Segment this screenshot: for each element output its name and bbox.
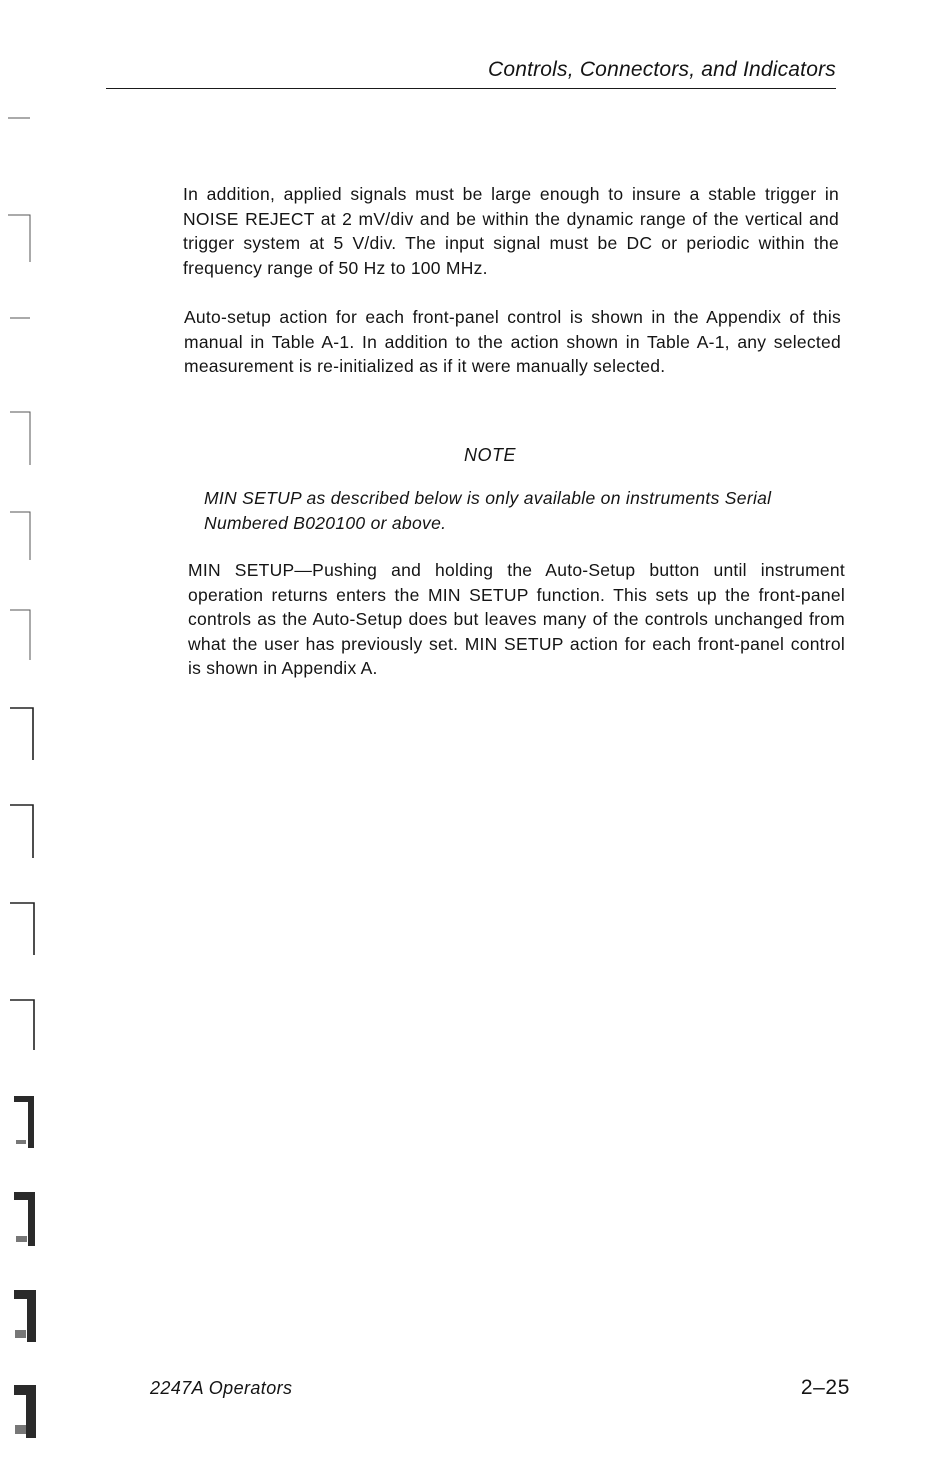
paragraph-auto-setup: Auto-setup action for each front-panel control is shown in the Appendix of this manual in Table A-1. In addition to the action shown in Table A-1, any selected measurement is re-initialized as if it were manually selected.: [184, 307, 841, 377]
section-title: Controls, Connectors, and Indicators: [487, 58, 836, 81]
running-header: [106, 56, 836, 89]
note-heading: NOTE: [463, 445, 516, 465]
binding-edge-marks: [0, 0, 40, 1463]
page-number: 2–25: [800, 1376, 850, 1399]
paragraph-min-setup: MIN SETUP—Pushing and holding the Auto-Setup button until instrument operation returns enters the MIN SETUP function. This sets up the front-panel controls as the Auto-Setup does but leaves many of the controls unchanged from what the user has previously set. MIN SETUP action for each front-panel control is shown in Appendix A.: [188, 560, 845, 679]
footer-document-name: 2247A Operators: [150, 1378, 293, 1398]
paragraph-signal-requirements: In addition, applied signals must be large enough to insure a stable trigger in NOISE REJECT at 2 mV/div and be within the dynamic range of the vertical and trigger system at 5 V/div. The input signal must be DC or periodic within the frequency range of 50 Hz to 100 MHz.: [183, 184, 839, 278]
note-text: MIN SETUP as described below is only available on instruments Serial Numbered B020100 or above.: [204, 488, 772, 533]
